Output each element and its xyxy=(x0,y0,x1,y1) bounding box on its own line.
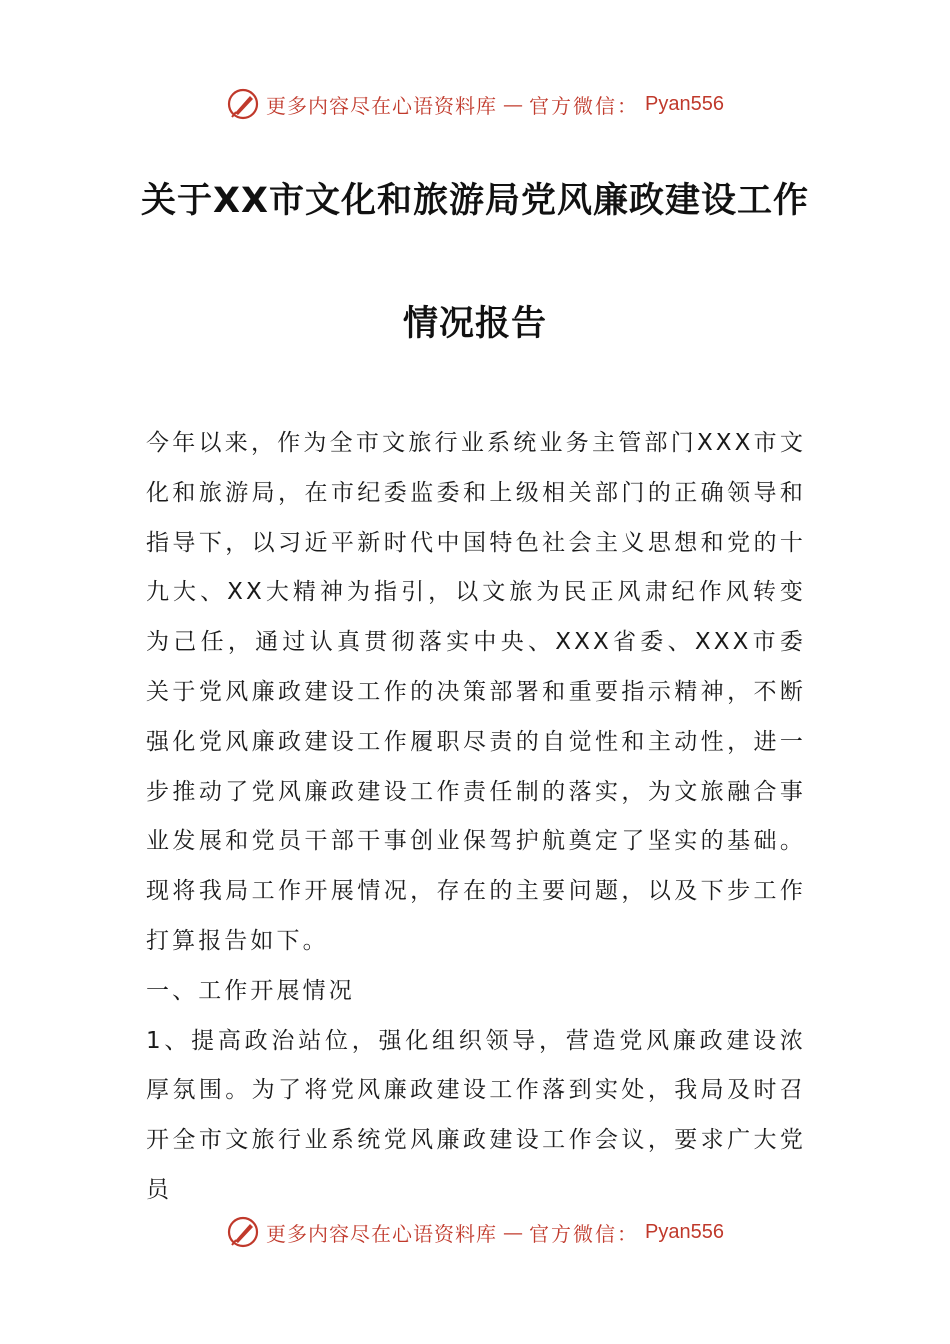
document-body xyxy=(146,419,806,1216)
quill-logo-icon xyxy=(226,1215,260,1249)
quill-logo-icon xyxy=(226,87,260,121)
watermark-text: 更多内容尽在心语资料库 xyxy=(266,1221,498,1246)
paragraph-item-1: 1、提高政治站位，强化组织领导，营造党风廉政建设浓厚氛围。为了将党风廉政建设工作落到实处，我局及时召开全市文旅行业系统党风廉政建设工作会议，要求广大党员 xyxy=(146,1027,806,1203)
section-heading: 一、工作开展情况 xyxy=(146,977,355,1004)
watermark-separator: — xyxy=(503,92,524,116)
document-title-line2: 情况报告 xyxy=(402,304,547,344)
watermark-wechat-id: Pyan556 xyxy=(645,1220,724,1243)
watermark-footer xyxy=(0,1212,950,1252)
watermark-wechat-id: Pyan556 xyxy=(645,92,724,115)
paragraph-intro: 今年以来，作为全市文旅行业系统业务主管部门XXX市文化和旅游局，在市纪委监委和上级相关部门的正确领导和指导下，以习近平新时代中国特色社会主义思想和党的十九大、XX大精神为指引，以文旅为民正风肃纪作风转变为己任，通过认真贯彻落实中央、XXX省委、XXX市委关于党风廉政建设工作的决策部署和重要指示精神，不断强化党风廉政建设工作履职尽责的自觉性和主动性，进一步推动了党风廉政建设工作责任制的落实，为文旅融合事业发展和党员干部干事创业保驾护航奠定了坚实的基础。现将我局工作开展情况，存在的主要问题，以及下步工作打算报告如下。 xyxy=(146,430,806,954)
watermark-official-label: 官方微信： xyxy=(529,93,640,118)
watermark-header xyxy=(0,84,950,124)
watermark-official-label: 官方微信： xyxy=(529,1221,640,1246)
document-title-line1: 关于XX市文化和旅游局党风廉政建设工作 xyxy=(141,181,809,221)
watermark-separator: — xyxy=(503,1220,524,1244)
watermark-text: 更多内容尽在心语资料库 xyxy=(266,93,498,118)
